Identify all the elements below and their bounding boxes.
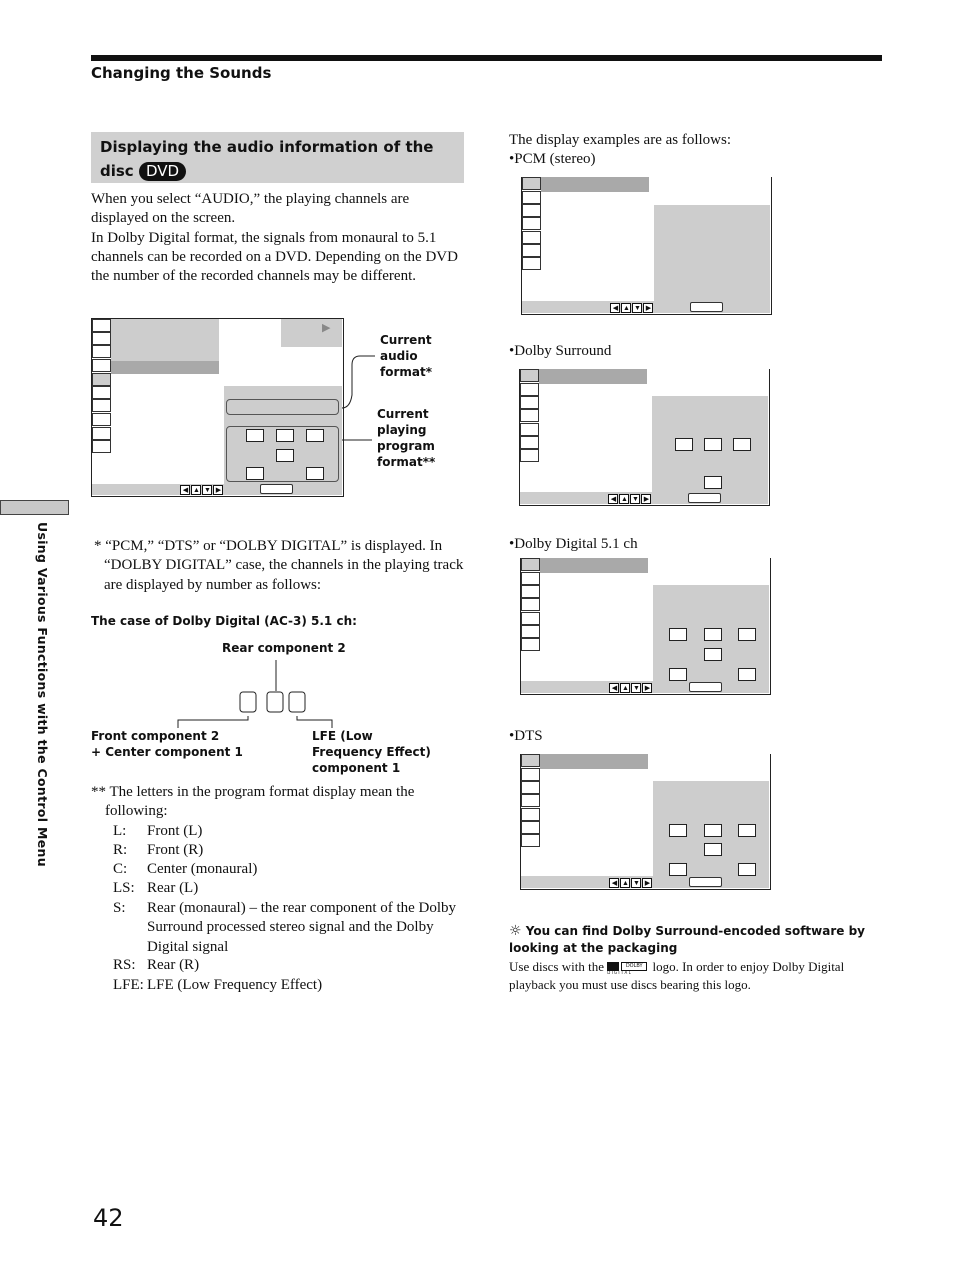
def-row: L: Front (L) (113, 823, 203, 839)
page-number: 42 (93, 1204, 124, 1232)
subheading-box (91, 132, 464, 183)
dolby-surround-screen (519, 369, 770, 506)
intro-paragraph-2: In Dolby Digital format, the signals from monaural to 5.1 channels can be recorded on a DVD. Depending on the DVD the number of the recorded channels may be different. (91, 229, 458, 285)
sidebar-text: Using Various Functions with the Control Menu (35, 522, 50, 867)
component-diagram (170, 658, 350, 728)
dolby-logo-icon: DOLBY D I G I T A L (607, 962, 649, 975)
control-arrows-icon: ◀ ▲ ▼ ▶ (609, 682, 653, 693)
tip-body: Use discs with the DOLBY D I G I T A L logo. In order to enjoy Dolby Digital playback you must use discs bearing this logo. (509, 959, 845, 992)
audio-format-display (226, 399, 339, 415)
label-current-program-format: Current playing program format** (377, 407, 436, 469)
def-row: RS: Rear (R) (113, 957, 200, 973)
intro-paragraph-1: When you select “AUDIO,” the playing channels are displayed on the screen. (91, 191, 410, 227)
control-arrows-icon: ◀ ▲ ▼ ▶ (180, 484, 224, 495)
example-label-pcm: •PCM (stereo) (509, 151, 596, 167)
examples-intro: The display examples are as follows: (509, 132, 732, 148)
example-label-dolby-digital: •Dolby Digital 5.1 ch (509, 536, 638, 552)
dolby-digital-screen (520, 558, 771, 695)
control-arrows-icon: ◀ ▲ ▼ ▶ (610, 302, 654, 313)
control-arrows-icon: ◀ ▲ ▼ ▶ (608, 493, 652, 504)
label-rear-component: Rear component 2 (222, 641, 346, 655)
top-rule (91, 55, 882, 61)
footnote-1: * “PCM,” “DTS” or “DOLBY DIGITAL” is displayed. In “DOLBY DIGITAL” case, the channels in the playing track are displayed by number as follows: (94, 538, 464, 593)
play-arrow-icon: ▶ (322, 322, 331, 334)
def-row: R: Front (R) (113, 842, 204, 858)
dts-screen (520, 754, 771, 890)
callout-lines (330, 340, 380, 450)
case-heading: The case of Dolby Digital (AC-3) 5.1 ch: (91, 614, 357, 628)
footnote-2-intro: ** The letters in the program format display mean the following: (91, 784, 415, 820)
tip-heading: ☼ You can find Dolby Surround-encoded software by looking at the packaging (509, 923, 865, 955)
def-row: LS: Rear (L) (113, 880, 199, 896)
label-current-audio-format: Current audio format* (380, 333, 432, 379)
sidebar-tab (0, 500, 69, 515)
control-arrows-icon: ◀ ▲ ▼ ▶ (609, 877, 653, 888)
section-title: Changing the Sounds (91, 64, 272, 82)
def-row: S: Rear (monaural) – the rear component of the Dolby Surround processed stereo signal and the Dolby Digital signal (113, 900, 457, 955)
def-row: LFE: LFE (Low Frequency Effect) (113, 977, 323, 993)
dvd-badge: DVD (139, 162, 186, 181)
label-front-component: Front component 2 + Center component 1 (91, 729, 243, 759)
subheading-title: Displaying the audio information of the disc (100, 138, 434, 180)
audio-info-screen (91, 318, 344, 497)
example-label-dolby-surround: •Dolby Surround (509, 343, 612, 359)
tip-lightbulb-icon: ☼ (509, 923, 522, 939)
def-row: C: Center (monaural) (113, 861, 258, 877)
pcm-screen (521, 177, 772, 315)
intro-text (91, 190, 463, 286)
example-label-dts: •DTS (509, 728, 543, 744)
label-lfe-component: LFE (Low Frequency Effect) component 1 (312, 729, 431, 775)
